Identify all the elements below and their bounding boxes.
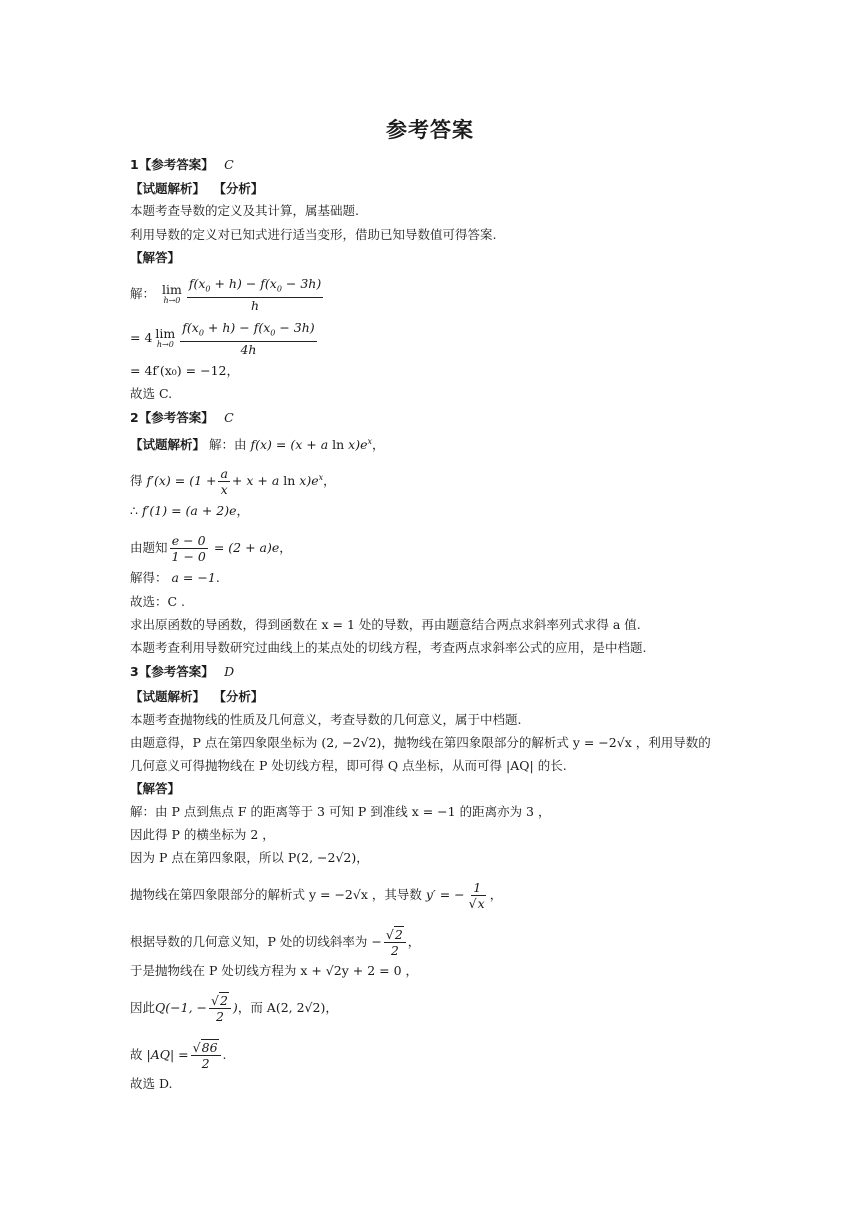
- q3-s7-mid: ，而 A(2, 2√2)，: [237, 1000, 338, 1015]
- q1-analysis-tag: 【分析】: [213, 181, 264, 196]
- q3-header: [130, 664, 234, 680]
- q3-answer: D: [224, 664, 235, 679]
- q2-header: [130, 410, 234, 426]
- q3-step8: 故 |AQ| = $\frac{√86}{2}$ .: [130, 1040, 227, 1071]
- page-title: 参考答案: [386, 118, 474, 142]
- q3-step2: 因此得 P 的横坐标为 2 ，: [130, 827, 275, 842]
- q1-analysis-line2: 利用导数的定义对已知式进行适当变形，借助已知导数值可得答案.: [130, 227, 497, 242]
- q1-number: 1: [130, 157, 139, 172]
- q3-analysis-header: [130, 689, 263, 705]
- q2-number: 2: [130, 410, 139, 425]
- q1-solution-label: 【解答】: [130, 250, 181, 265]
- q3-s8-prefix: 故: [130, 1047, 143, 1062]
- q2-analysis-label: 【试题解析】: [130, 437, 206, 453]
- q3-s4-prefix: 抛物线在第四象限部分的解析式 y = −2√x ，其导数: [130, 887, 422, 902]
- q1-step1: 解： lim h→0 $\frac{f(x_0 + h) - f(x_0 - 3h)}{h}$: [130, 276, 322, 313]
- q2-l5-prefix: 由题知: [130, 540, 168, 555]
- q2-answer-label: 【参考答案】: [138, 410, 214, 425]
- q2-line2: 得 f′(x) = (1 + $\frac{a}{x}$ + x + a $\ln x)e^x$，: [130, 466, 336, 497]
- q2-l1-prefix: 解：由: [209, 437, 247, 453]
- q1-answer: C: [224, 157, 234, 172]
- q3-step3: 因为 P 点在第四象限，所以 P(2, −2√2)，: [130, 850, 369, 865]
- q2-line7: 求出原函数的导函数，得到函数在 x = 1 处的导数，再由题意结合两点求斜率列式求得 a 值.: [130, 617, 641, 632]
- q3-step1: 解：由 P 点到焦点 F 的距离等于 3 可知 P 到准线 x = −1 的距离亦为 3 ，: [130, 804, 551, 819]
- q2-l2-prefix: 得: [130, 473, 143, 488]
- q3-analysis-label: 【试题解析】: [130, 689, 206, 704]
- q2-line1: 【试题解析】 解：由 f(x) = (x + a $\ln x)e^x$，: [130, 437, 385, 453]
- q2-line3: ∴ f′(1) = (a + 2)e，: [130, 503, 250, 518]
- q1-sol-prefix: 解：: [130, 285, 156, 301]
- q2-line8: 本题考查利用导数研究过曲线上的某点处的切线方程，考查两点求斜率公式的应用，是中档题.: [130, 640, 647, 655]
- q3-s7-prefix: 因此: [130, 1000, 156, 1015]
- q3-s5-prefix: 根据导数的几何意义知，P 处的切线斜率为: [130, 934, 368, 949]
- q1-answer-label: 【参考答案】: [138, 157, 214, 172]
- q1-analysis-line1: 本题考查导数的定义及其计算，属基础题.: [130, 203, 359, 218]
- q1-step3: = 4f′(x₀) = −12，: [130, 363, 239, 378]
- q3-number: 3: [130, 664, 139, 679]
- q2-l6-prefix: 解得：: [130, 570, 168, 585]
- q3-analysis-line3: 几何意义可得抛物线在 P 处切线方程，即可得 Q 点坐标，从而可得 |AQ| 的长.: [130, 758, 567, 773]
- q3-analysis-tag: 【分析】: [213, 689, 264, 704]
- q1-header: [130, 157, 234, 173]
- q2-answer: C: [224, 410, 234, 425]
- q3-analysis-line2: 由题意得，P 点在第四象限坐标为 (2, −2√2)，抛物线在第四象限部分的解析式 y = −2√x ，利用导数的: [130, 735, 711, 750]
- q1-step2: = 4 lim h→0 $\frac{f(x_0 + h) - f(x_0 - 3h)}{4h}$: [130, 320, 315, 357]
- q3-solution-label: 【解答】: [130, 781, 181, 796]
- q3-step6: 于是抛物线在 P 处切线方程为 x + √2y + 2 = 0 ，: [130, 963, 419, 978]
- q3-analysis-line1: 本题考查抛物线的性质及几何意义，考查导数的几何意义，属于中档题.: [130, 712, 522, 727]
- q1-analysis-header: [130, 181, 263, 197]
- q2-line5: 解得： a = −1.: [130, 570, 220, 585]
- q2-line4: 由题知 $\frac{e - 0}{1 - 0}$ = (2 + a)e，: [130, 533, 292, 564]
- q3-step7: 因此Q(−1, − $\frac{√2}{2}$ )，而 A(2, 2√2)，: [130, 993, 338, 1024]
- q3-conclusion: 故选 D.: [130, 1076, 173, 1091]
- q1-conclusion: 故选 C.: [130, 386, 173, 401]
- q3-step4: 抛物线在第四象限部分的解析式 y = −2√x ，其导数 y′ = − $\frac{1}{√x}$ ，: [130, 880, 503, 911]
- q1-analysis-label: 【试题解析】: [130, 181, 206, 196]
- q3-step5: 根据导数的几何意义知，P 处的切线斜率为 − $\frac{√2}{2}$ ，: [130, 927, 421, 958]
- q2-line6: 故选：C .: [130, 594, 186, 609]
- q3-answer-label: 【参考答案】: [138, 664, 214, 679]
